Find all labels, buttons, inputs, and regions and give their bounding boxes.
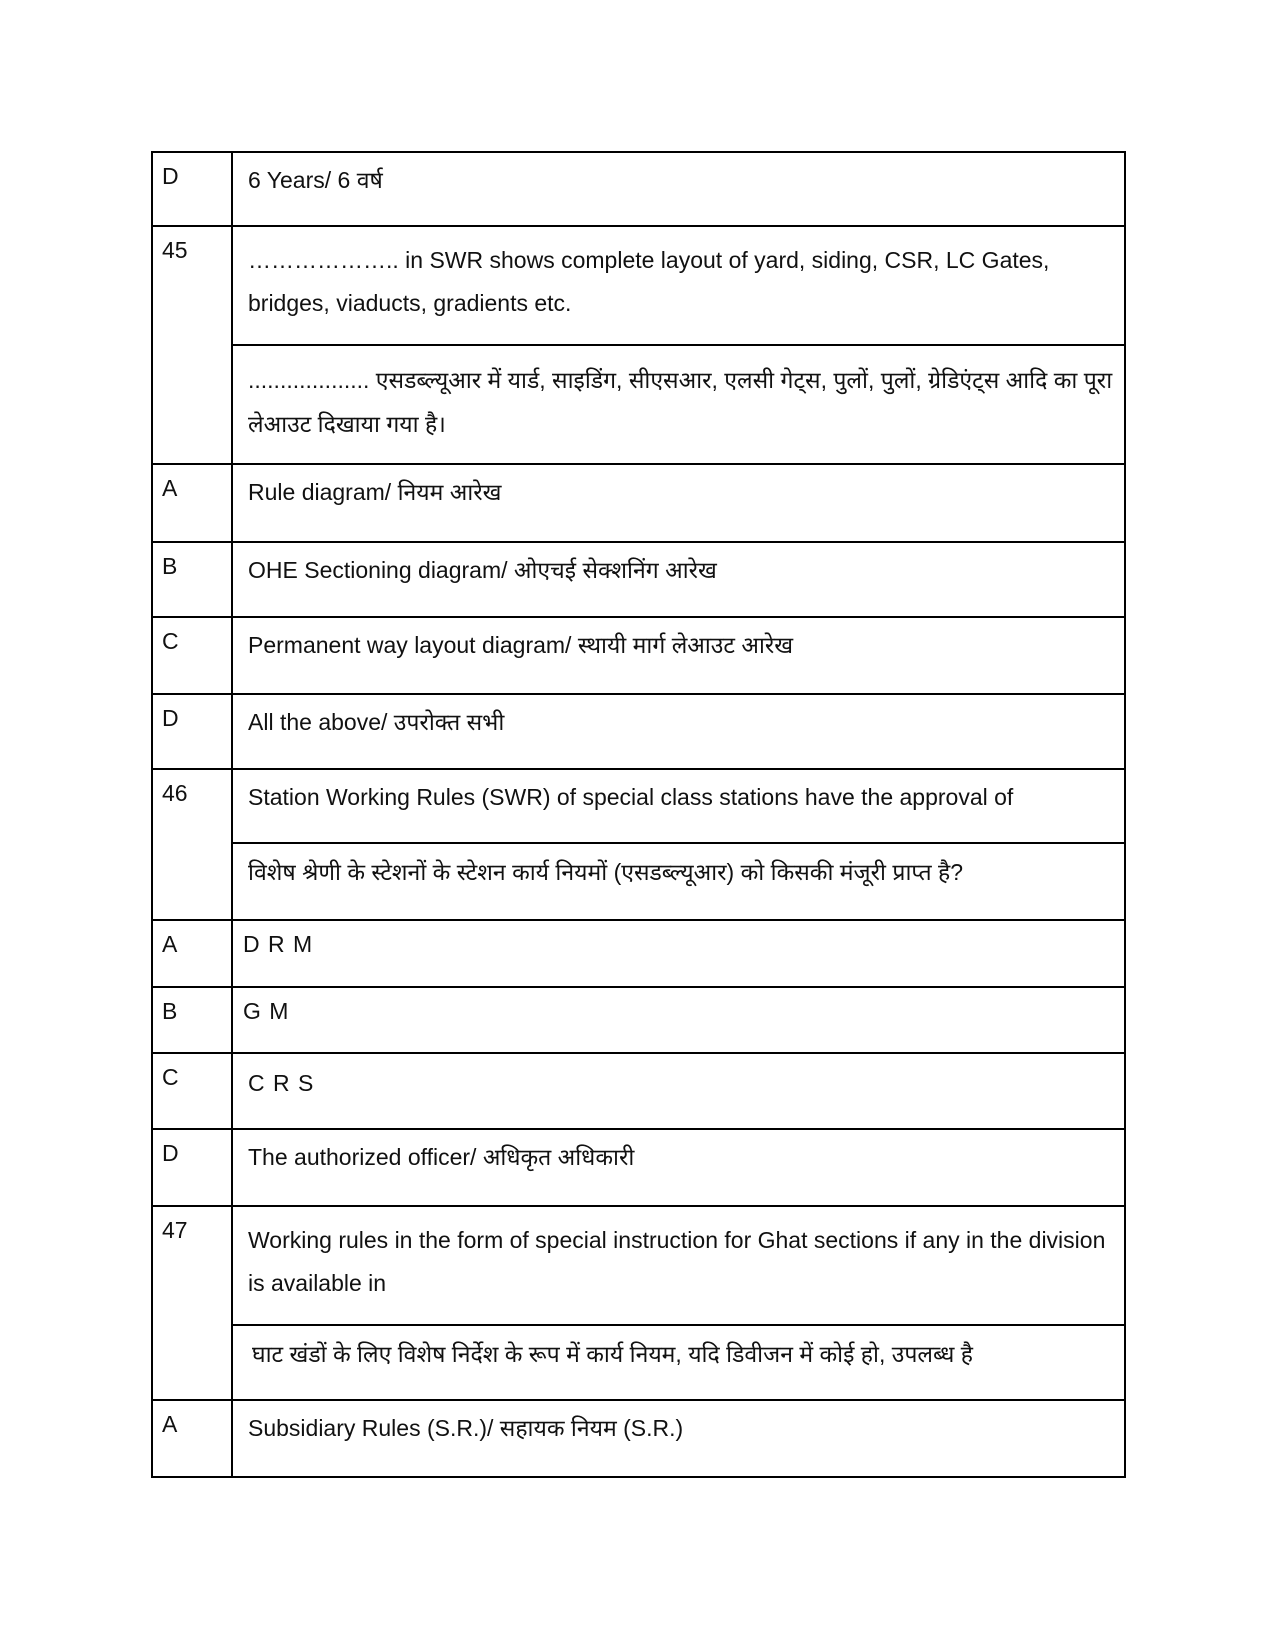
option-text: OHE Sectioning diagram/ ओएचई सेक्शनिंग आरेख [232, 542, 1125, 617]
table-row [152, 617, 1125, 694]
table-row [152, 920, 1125, 987]
option-label: C [152, 1053, 232, 1129]
option-text: G M [232, 987, 1125, 1053]
table-row [152, 345, 1125, 464]
table-row [152, 1325, 1125, 1400]
question-text-hi: विशेष श्रेणी के स्टेशनों के स्टेशन कार्य नियमों (एसडब्ल्यूआर) को किसकी मंजूरी प्राप्त है? [232, 843, 1125, 920]
question-text-en: Working rules in the form of special instruction for Ghat sections if any in the division is available in [232, 1206, 1125, 1325]
table-row [152, 464, 1125, 542]
option-text: 6 Years/ 6 वर्ष [232, 152, 1125, 226]
table-row [152, 1053, 1125, 1129]
option-text: C R S [232, 1053, 1125, 1129]
option-text: D R M [232, 920, 1125, 987]
option-text: Rule diagram/ नियम आरेख [232, 464, 1125, 542]
question-text-hi: ................... एसडब्ल्यूआर में यार्ड, साइडिंग, सीएसआर, एलसी गेट्स, पुलों, पुलों, ग्रेडिएंट्स आदि का पूरा लेआउट दिखाया गया है। [232, 345, 1125, 464]
option-text: Subsidiary Rules (S.R.)/ सहायक नियम (S.R.) [232, 1400, 1125, 1477]
table-row [152, 843, 1125, 920]
question-number: 47 [152, 1206, 232, 1400]
table-row [152, 1400, 1125, 1477]
option-text: All the above/ उपरोक्त सभी [232, 694, 1125, 769]
option-text: The authorized officer/ अधिकृत अधिकारी [232, 1129, 1125, 1206]
option-label: D [152, 1129, 232, 1206]
question-text-en: ……………….. in SWR shows complete layout of yard, siding, CSR, LC Gates, bridges, viaducts, gradients etc. [232, 226, 1125, 345]
option-label: A [152, 920, 232, 987]
option-text: Permanent way layout diagram/ स्थायी मार्ग लेआउट आरेख [232, 617, 1125, 694]
table-row [152, 987, 1125, 1053]
option-label: C [152, 617, 232, 694]
table-row [152, 542, 1125, 617]
table-row [152, 694, 1125, 769]
option-label: B [152, 987, 232, 1053]
table-row [152, 226, 1125, 345]
table-row [152, 152, 1125, 226]
question-table [151, 151, 1126, 1478]
table-row [152, 769, 1125, 843]
option-label: D [152, 694, 232, 769]
question-text-hi: घाट खंडों के लिए विशेष निर्देश के रूप में कार्य नियम, यदि डिवीजन में कोई हो, उपलब्ध है [232, 1325, 1125, 1400]
question-number: 46 [152, 769, 232, 920]
option-label: A [152, 464, 232, 542]
option-label: D [152, 152, 232, 226]
table-row [152, 1129, 1125, 1206]
table-row [152, 1206, 1125, 1325]
option-label: B [152, 542, 232, 617]
question-text-en: Station Working Rules (SWR) of special class stations have the approval of [232, 769, 1125, 843]
option-label: A [152, 1400, 232, 1477]
question-number: 45 [152, 226, 232, 464]
